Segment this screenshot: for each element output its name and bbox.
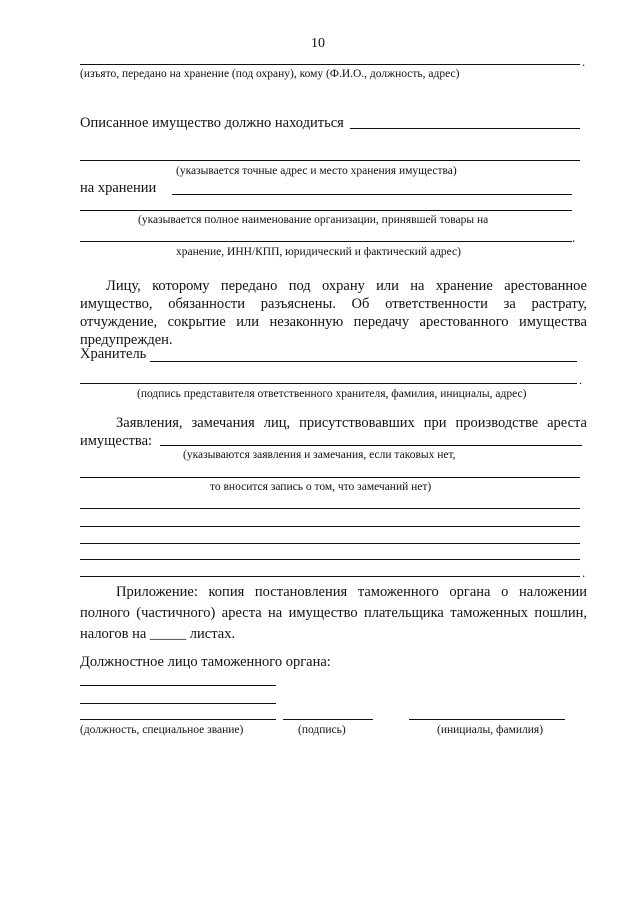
custodian-sign-caption: (подпись представителя ответственного хранителя, фамилия, инициалы, адрес) [137,388,527,400]
line-end-dot: . [572,230,576,245]
appendix-line: Приложение: копия постановления таможенного органа о наложении [116,584,587,600]
statements-line: Заявления, замечания лиц, присутствовавших при производстве ареста [116,415,587,431]
official-signature-line [283,719,373,720]
seized-caption: (изъято, передано на хранение (под охрану), кому (Ф.И.О., должность, адрес) [80,68,460,80]
organization-line [80,210,572,211]
statements-entry-line [80,576,580,577]
organization-line-2 [80,241,572,242]
statements-entry-line [80,559,580,560]
appendix-paragraph [80,582,587,645]
official-position-line-3 [80,719,276,720]
official-position-line-2 [80,703,276,704]
property-location-line [350,128,580,129]
statements-caption-1: (указываются заявления и замечания, если таковых нет, [183,449,456,461]
duties-paragraph [80,277,587,349]
duties-line: Лицу, которому передано под охрану или на хранение арестованное [106,278,587,294]
statements-line [160,445,582,446]
statements-line: имущества: [80,433,153,449]
duties-line: имущество, обязанности разъяснены. Об ответственности за растрату, [80,296,587,312]
statements-entry-line [80,477,580,478]
duties-line: отчуждение, сокрытие или незаконную передачу арестованного имущества [80,314,587,330]
organization-caption-1: (указывается полное наименование организации, принявшей товары на [138,214,489,226]
custodian-line-2 [80,383,577,384]
position-caption: (должность, специальное звание) [80,724,244,736]
storage-address-line [80,160,580,161]
name-caption: (инициалы, фамилия) [437,724,544,736]
on-storage-line [172,194,572,195]
official-label: Должностное лицо таможенного органа: [80,654,331,670]
line-end-dot: . [582,54,586,69]
statements-entry-line [80,526,580,527]
custodian-line [150,361,577,362]
appendix-line: налогов на _____ листах. [80,626,236,642]
duties-line: предупрежден. [80,332,173,348]
appendix-line: полного (частичного) ареста на имущество плательщика таможенных пошлин, [80,605,587,621]
seized-to-line [80,64,580,65]
statements-caption-2: то вносится запись о том, что замечаний нет) [210,481,432,493]
storage-address-caption: (указывается точные адрес и место хранения имущества) [176,165,457,177]
official-position-line-1 [80,685,276,686]
statements-entry-line [80,543,580,544]
custodian-label: Хранитель [80,346,147,362]
organization-caption-2: хранение, ИНН/КПП, юридический и фактический адрес) [176,246,461,258]
line-end-dot: . [579,372,583,387]
signature-caption: (подпись) [298,724,346,736]
page-number: 10 [311,36,325,51]
statements-entry-line [80,508,580,509]
property-location-label: Описанное имущество должно находиться [80,115,344,131]
official-name-line [409,719,565,720]
on-storage-label: на хранении [80,180,157,196]
line-end-dot: . [582,565,586,580]
